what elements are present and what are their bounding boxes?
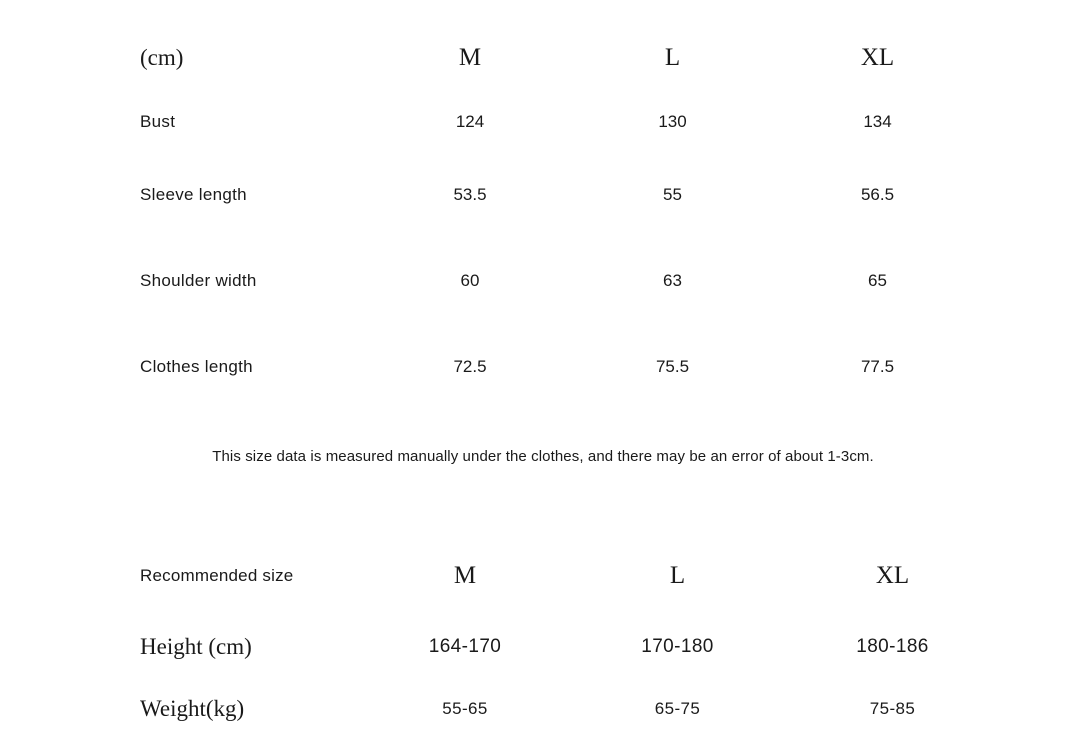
table-row (140, 92, 980, 152)
table-row (140, 152, 980, 238)
weight-l: 65-75 (654, 699, 701, 718)
recommended-header-row (120, 536, 1000, 616)
table-row (140, 324, 980, 410)
measurement-note: This size data is measured manually under the clothes, and there may be an error of about 1-3cm. (212, 448, 874, 465)
row-label-clothes-length: Clothes length (140, 357, 253, 376)
page-content (0, 8, 1086, 748)
measurements-table (140, 24, 980, 410)
height-xl: 180-186 (856, 636, 929, 657)
size-header-xl: XL (860, 44, 895, 71)
recommended-size-l: L (669, 562, 686, 589)
weight-xl: 75-85 (869, 699, 916, 718)
row-label-shoulder-width: Shoulder width (140, 271, 257, 290)
sleeve-length-m: 53.5 (453, 185, 487, 204)
size-header-m: M (458, 44, 482, 71)
height-l: 170-180 (641, 636, 714, 657)
row-label-height: Height (cm) (140, 634, 252, 659)
shoulder-width-xl: 65 (868, 271, 887, 290)
table-row (120, 678, 1000, 740)
bust-l: 130 (658, 112, 687, 131)
measurements-header-row (140, 24, 980, 92)
clothes-length-l: 75.5 (655, 357, 690, 376)
clothes-length-xl: 77.5 (860, 357, 895, 376)
recommended-size-table (120, 536, 1000, 740)
shoulder-width-l: 63 (663, 271, 682, 290)
height-m: 164-170 (428, 636, 502, 657)
shoulder-width-m: 60 (460, 271, 480, 290)
recommended-size-m: M (453, 562, 477, 589)
table-row (120, 616, 1000, 678)
recommended-size-label: Recommended size (140, 566, 294, 585)
weight-m: 55-65 (442, 699, 488, 718)
recommended-size-xl: XL (875, 562, 910, 589)
unit-header: (cm) (140, 45, 184, 70)
clothes-length-m: 72.5 (453, 357, 487, 376)
bust-xl: 134 (863, 112, 892, 131)
sleeve-length-l: 55 (663, 185, 682, 204)
bust-m: 124 (455, 112, 485, 131)
row-label-sleeve-length: Sleeve length (140, 185, 247, 204)
size-header-l: L (664, 44, 681, 71)
table-row (140, 238, 980, 324)
sleeve-length-xl: 56.5 (860, 185, 895, 204)
row-label-bust: Bust (140, 112, 176, 131)
row-label-weight: Weight(kg) (140, 696, 245, 721)
